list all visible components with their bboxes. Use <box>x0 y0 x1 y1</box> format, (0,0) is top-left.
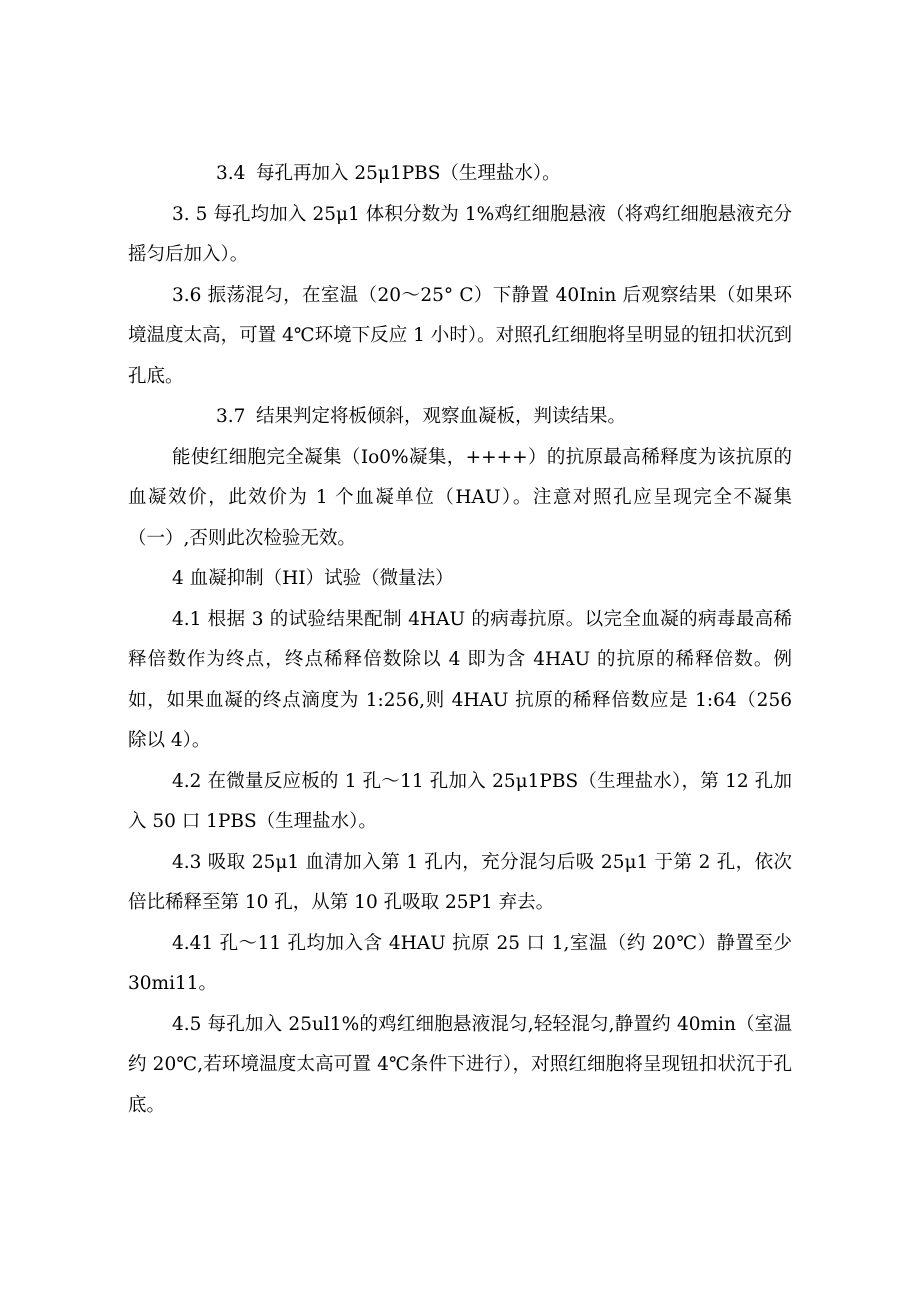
paragraph-3-7-text: 结果判定将板倾斜，观察血凝板，判读结果。 <box>256 406 627 427</box>
document-body <box>128 154 792 1126</box>
section-number-3-4: 3.4 <box>216 163 246 184</box>
paragraph-4-2: 4.2 在微量反应板的 1 孔～11 孔加入 25μ1PBS（生理盐水），第 12 孔加入 50 口 1PBS（生理盐水）。 <box>128 770 792 832</box>
paragraph-4-1: 4.1 根据 3 的试验结果配制 4HAU 的病毒抗原。以完全血凝的病毒最高稀释倍数作为终点，终点稀释倍数除以 4 即为含 4HAU 的抗原的稀释倍数。例如，如果血凝的终点滴度为 1:256,则 4HAU 抗原的稀释倍数应是 1:64（256 除以 4）。 <box>128 608 792 751</box>
paragraph-3-5: 3. 5 每孔均加入 25μ1 体积分数为 1%鸡红细胞悬液（将鸡红细胞悬液充分摇匀后加入）。 <box>128 203 792 265</box>
paragraph-3-4 <box>128 154 792 195</box>
paragraph-3-6: 3.6 振荡混匀，在室温（20～25° C）下静置 40Inin 后观察结果（如果环境温度太高，可置 4℃环境下反应 1 小时）。对照孔红细胞将呈明显的钮扣状沉到孔底。 <box>128 284 792 387</box>
section-heading-4: 4 血凝抑制（HI）试验（微量法） <box>172 568 454 589</box>
paragraph-result-criteria: 能使红细胞完全凝集（Io0%凝集，++++）的抗原最高稀释度为该抗原的血凝效价，此效价为 1 个血凝单位（HAU）。注意对照孔应呈现完全不凝集（一）,否则此次检验无效。 <box>128 446 792 549</box>
paragraph-4-4: 4.41 孔～11 孔均加入含 4HAU 抗原 25 口 1,室温（约 20℃）静置至少 30mi11。 <box>128 932 792 994</box>
paragraph-4-3: 4.3 吸取 25μ1 血清加入第 1 孔内，充分混匀后吸 25μ1 于第 2 孔，依次倍比稀释至第 10 孔，从第 10 孔吸取 25P1 弃去。 <box>128 851 792 913</box>
paragraph-3-4-text: 每孔再加入 25μ1PBS（生理盐水）。 <box>256 163 561 184</box>
section-number-3-7: 3.7 <box>216 406 246 427</box>
paragraph-3-7 <box>128 397 792 438</box>
paragraph-4-5: 4.5 每孔加入 25ul1%的鸡红细胞悬液混匀,轻轻混匀,静置约 40min（室温约 20℃,若环境温度太高可置 4℃条件下进行），对照红细胞将呈现钮扣状沉于孔底。 <box>128 1013 792 1116</box>
